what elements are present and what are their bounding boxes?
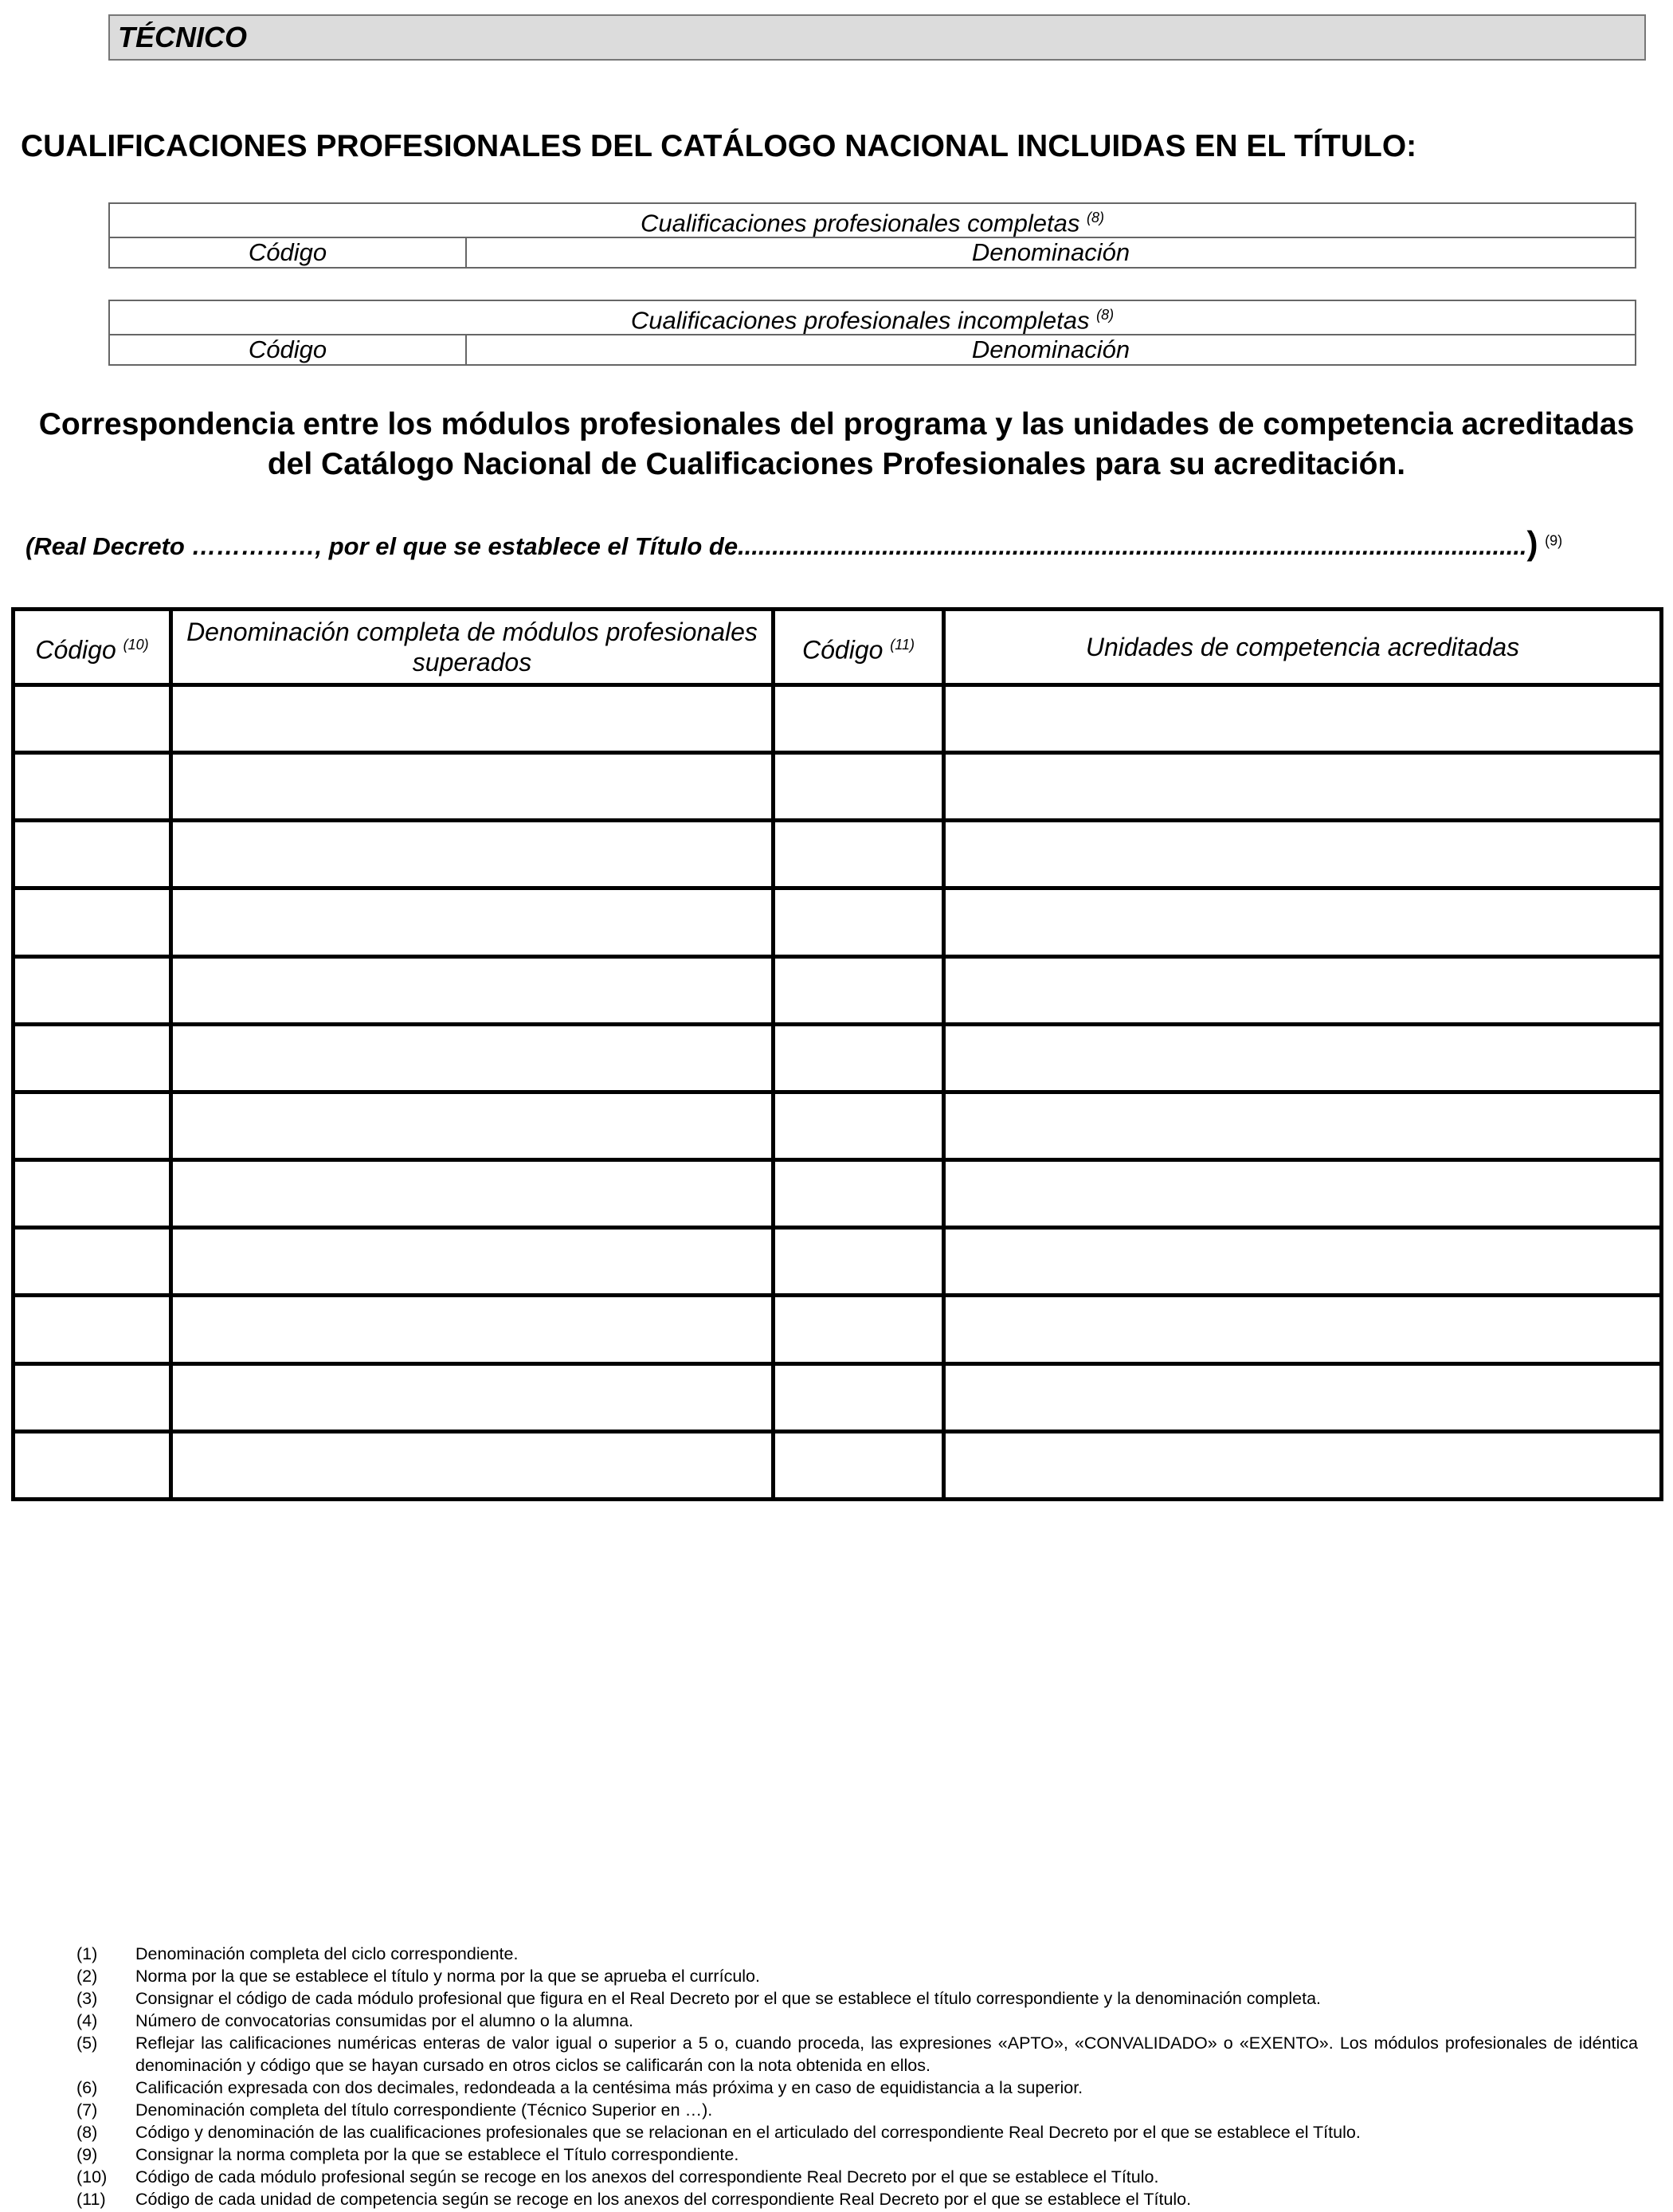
denominacion-cell[interactable]: [171, 685, 774, 753]
codigo-modulo-cell[interactable]: [14, 1228, 171, 1296]
footnote-text: Código de cada módulo profesional según se recoge en los anexos del correspondiente Real Decreto por el que se establece el Título.: [135, 2167, 1159, 2187]
codigo-unidad-cell[interactable]: [774, 1092, 944, 1159]
footnote-text: Código de cada unidad de competencia según se recoge en los anexos del correspondiente Real Decreto por el que se establece el Título.: [135, 2190, 1192, 2209]
codigo-unidad-cell[interactable]: [774, 821, 944, 888]
table-row: [14, 1296, 1662, 1363]
footnote-text: Denominación completa del ciclo correspondiente.: [135, 1944, 519, 1963]
codigo-unidad-cell[interactable]: [774, 956, 944, 1024]
footnote-text: Calificación expresada con dos decimales, redondeada a la centésima más próxima y en caso de equidistancia a la superior.: [135, 2078, 1083, 2097]
codigo-unidad-cell[interactable]: [774, 1431, 944, 1499]
unidades-cell[interactable]: [944, 956, 1662, 1024]
table-row: [14, 1363, 1662, 1431]
footnote: [76, 2121, 1638, 2143]
codigo-unidad-cell[interactable]: [774, 1024, 944, 1092]
footnote-text: Norma por la que se establece el título y norma por la que se aprueba el currículo.: [135, 1967, 760, 1986]
codigo-modulo-cell[interactable]: [14, 1024, 171, 1092]
real-decreto-text: Real Decreto ……………, por el que se establece el Título de...................................................................................................................: [33, 532, 1527, 560]
denominacion-cell[interactable]: [171, 1092, 774, 1159]
table-row: [14, 1228, 1662, 1296]
footnote: [76, 1943, 1638, 1965]
codigo-modulo-cell[interactable]: [14, 1092, 171, 1159]
codigo-modulo-cell[interactable]: [14, 956, 171, 1024]
col-header-denominacion-modulo: Denominación completa de módulos profesionales superados: [171, 610, 774, 685]
real-decreto-open-paren: (: [25, 532, 34, 560]
denominacion-cell[interactable]: [171, 888, 774, 956]
table-row: [14, 753, 1662, 821]
codigo-unidad-cell[interactable]: [774, 888, 944, 956]
codigo-modulo-cell[interactable]: [14, 1363, 171, 1431]
codigo-modulo-cell[interactable]: [14, 753, 171, 821]
qual-incomplete-col-code: Código: [109, 335, 466, 365]
footnotes: [76, 1943, 1638, 2210]
footnote-number: (4): [76, 2011, 98, 2030]
codigo-modulo-cell[interactable]: [14, 821, 171, 888]
correspondence-table: [11, 607, 1663, 1501]
footnote-number: (11): [76, 2190, 106, 2209]
codigo-unidad-cell[interactable]: [774, 753, 944, 821]
footnote-text: Denominación completa del título correspondiente (Técnico Superior en …).: [135, 2100, 713, 2120]
codigo-unidad-cell[interactable]: [774, 1296, 944, 1363]
codigo-unidad-cell[interactable]: [774, 1228, 944, 1296]
real-decreto-ref: (9): [1545, 532, 1563, 549]
footnote-number: (7): [76, 2100, 98, 2120]
codigo-unidad-cell[interactable]: [774, 1160, 944, 1228]
denominacion-cell[interactable]: [171, 821, 774, 888]
table-row: [14, 685, 1662, 753]
denominacion-cell[interactable]: [171, 1228, 774, 1296]
table-row: [14, 956, 1662, 1024]
unidades-cell[interactable]: [944, 753, 1662, 821]
qual-complete-table: [108, 202, 1636, 269]
codigo-modulo-cell[interactable]: [14, 888, 171, 956]
table-row: [14, 1160, 1662, 1228]
unidades-cell[interactable]: [944, 1296, 1662, 1363]
denominacion-cell[interactable]: [171, 1296, 774, 1363]
col-header-unidades-competencia: Unidades de competencia acreditadas: [944, 610, 1662, 685]
denominacion-cell[interactable]: [171, 1024, 774, 1092]
footnote-number: (9): [76, 2145, 98, 2164]
table-row: [14, 1431, 1662, 1499]
codigo-modulo-cell[interactable]: [14, 1160, 171, 1228]
denominacion-cell[interactable]: [171, 753, 774, 821]
footnote: [76, 2188, 1638, 2210]
denominacion-cell[interactable]: [171, 956, 774, 1024]
unidades-cell[interactable]: [944, 1363, 1662, 1431]
unidades-cell[interactable]: [944, 888, 1662, 956]
footnote-number: (8): [76, 2123, 98, 2142]
footnote: [76, 2077, 1638, 2099]
footnote: [76, 2010, 1638, 2032]
unidades-cell[interactable]: [944, 1431, 1662, 1499]
footnote-number: (6): [76, 2078, 98, 2097]
qual-incomplete-table: [108, 300, 1636, 366]
qual-complete-title: Cualificaciones profesionales completas $^{(8)}$: [109, 203, 1636, 237]
table-row: [14, 1092, 1662, 1159]
correspondence-title-line1: Correspondencia entre los módulos profesionales del programa y las unidades de competencia acreditadas: [38, 407, 1635, 441]
unidades-cell[interactable]: [944, 1160, 1662, 1228]
footnote: [76, 2032, 1638, 2077]
footnote-number: (1): [76, 1944, 98, 1963]
header-title: TÉCNICO: [118, 21, 247, 53]
unidades-cell[interactable]: [944, 685, 1662, 753]
codigo-modulo-cell[interactable]: [14, 1431, 171, 1499]
footnote-number: (2): [76, 1967, 98, 1986]
footnote-number: (10): [76, 2167, 108, 2187]
footnote-number: (5): [76, 2034, 98, 2053]
unidades-cell[interactable]: [944, 1024, 1662, 1092]
footnote: [76, 1965, 1638, 1987]
real-decreto-line: [25, 524, 1651, 563]
document-header: [108, 14, 1646, 61]
qual-complete-col-name: Denominación: [466, 237, 1636, 268]
footnote-text: Reflejar las calificaciones numéricas enteras de valor igual o superior a 5 o, cuando proceda, las expresiones «APTO», «CONVALIDADO» o «EXENTO». Los módulos profesionales de idéntica denominación y código que se hayan cursado en otros ciclos se calificarán con la nota obtenida en ellos.: [135, 2034, 1638, 2075]
unidades-cell[interactable]: [944, 1092, 1662, 1159]
codigo-unidad-cell[interactable]: [774, 1363, 944, 1431]
correspondence-title-line2: del Catálogo Nacional de Cualificaciones Profesionales para su acreditación.: [267, 447, 1406, 481]
unidades-cell[interactable]: [944, 821, 1662, 888]
footnote: [76, 2099, 1638, 2121]
qual-incomplete-col-name: Denominación: [466, 335, 1636, 365]
codigo-modulo-cell[interactable]: [14, 685, 171, 753]
footnote: [76, 2143, 1638, 2166]
qual-incomplete-title: Cualificaciones profesionales incompletas $^{(8)}$: [109, 300, 1636, 335]
denominacion-cell[interactable]: [171, 1431, 774, 1499]
footnote-text: Consignar el código de cada módulo profesional que figura en el Real Decreto por el que se establece el título correspondiente y la denominación completa.: [135, 1989, 1322, 2008]
unidades-cell[interactable]: [944, 1228, 1662, 1296]
footnote-number: (3): [76, 1989, 98, 2008]
codigo-modulo-cell[interactable]: [14, 1296, 171, 1363]
col-header-codigo-unidad: Código $^{(11)}$: [774, 610, 944, 685]
footnote-text: Consignar la norma completa por la que se establece el Título correspondiente.: [135, 2145, 739, 2164]
main-title: CUALIFICACIONES PROFESIONALES DEL CATÁLOGO NACIONAL INCLUIDAS EN EL TÍTULO:: [21, 129, 1417, 163]
denominacion-cell[interactable]: [171, 1160, 774, 1228]
footnote-text: Número de convocatorias consumidas por el alumno o la alumna.: [135, 2011, 634, 2030]
correspondence-table-body: [14, 685, 1662, 1500]
denominacion-cell[interactable]: [171, 1363, 774, 1431]
footnote: [76, 2166, 1638, 2188]
footnote: [76, 1987, 1638, 2010]
footnote-text: Código y denominación de las cualificaciones profesionales que se relacionan en el articulado del correspondiente Real Decreto por el que se establece el Título.: [135, 2123, 1361, 2142]
table-row: [14, 1024, 1662, 1092]
real-decreto-close-paren: ): [1526, 524, 1538, 562]
col-header-codigo-modulo: Código $^{(10)}$: [14, 610, 171, 685]
correspondence-title: [16, 405, 1657, 484]
codigo-unidad-cell[interactable]: [774, 685, 944, 753]
table-row: [14, 888, 1662, 956]
qual-complete-col-code: Código: [109, 237, 466, 268]
table-row: [14, 821, 1662, 888]
